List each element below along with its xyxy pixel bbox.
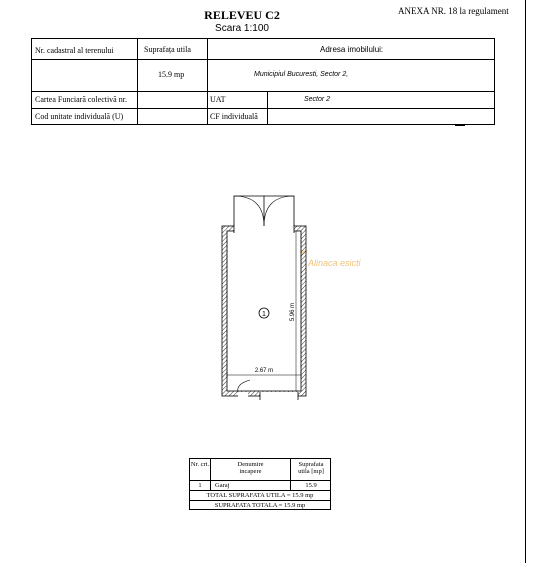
cf-individuala-label: CF individuală: [207, 108, 267, 125]
document-title: RELEVEU C2: [204, 8, 280, 22]
table-tick: [455, 125, 465, 126]
row-name: Garaj: [210, 480, 290, 490]
annex-label: ANEXA NR. 18 la regulament: [398, 6, 509, 16]
room-number: 1: [262, 311, 266, 318]
area-label: Suprafața utila: [137, 39, 207, 59]
total-utila: TOTAL SUPRAFATA UTILA = 15.9 mp: [190, 490, 330, 500]
bottom-gap-right: [260, 392, 298, 400]
cadastral-value: [32, 59, 137, 91]
scale-label: Scara 1:100: [215, 23, 269, 34]
cod-unitate-value: [137, 108, 207, 125]
cadastral-label: Nr. cadastral al terenului: [35, 46, 114, 55]
address-value: Municipiul Bucuresti, Sector 2,: [207, 59, 495, 91]
door-leaf-right: [264, 196, 294, 226]
watermark-text: Alinaca esicti: [308, 258, 361, 268]
row-nr: 1: [190, 480, 210, 490]
door-leaf-left: [234, 196, 264, 226]
cod-unitate-label: Cod unitate individuală (U): [32, 108, 137, 125]
length-label: 5.96 m: [290, 302, 296, 322]
total-suprafata: SUPRAFATA TOTALA = 15.9 mp: [190, 500, 330, 510]
floor-plan: [190, 180, 361, 410]
uat-value: Sector 2: [267, 91, 495, 108]
width-label: 2.67 m: [254, 368, 274, 374]
th-nr: Nr. crt.: [190, 461, 210, 468]
area-value: 15.9 mp: [137, 59, 207, 91]
info-table: [31, 38, 495, 125]
room-table: [189, 458, 331, 510]
carte-funciara-label: Cartea Funciară colectivă nr.: [32, 91, 137, 108]
uat-label: UAT: [207, 91, 267, 108]
cf-individuala-value: [267, 108, 495, 125]
th-suprafata: Suprafata utila [mp]: [290, 459, 331, 480]
margin-line: [525, 0, 526, 563]
bottom-gap-left: [238, 392, 248, 400]
th-denumire: Denumire incapere: [210, 459, 290, 480]
row-area: 15.9: [290, 480, 331, 490]
carte-funciara-value: [137, 91, 207, 108]
address-label: Adresa imobilului:: [207, 39, 495, 59]
